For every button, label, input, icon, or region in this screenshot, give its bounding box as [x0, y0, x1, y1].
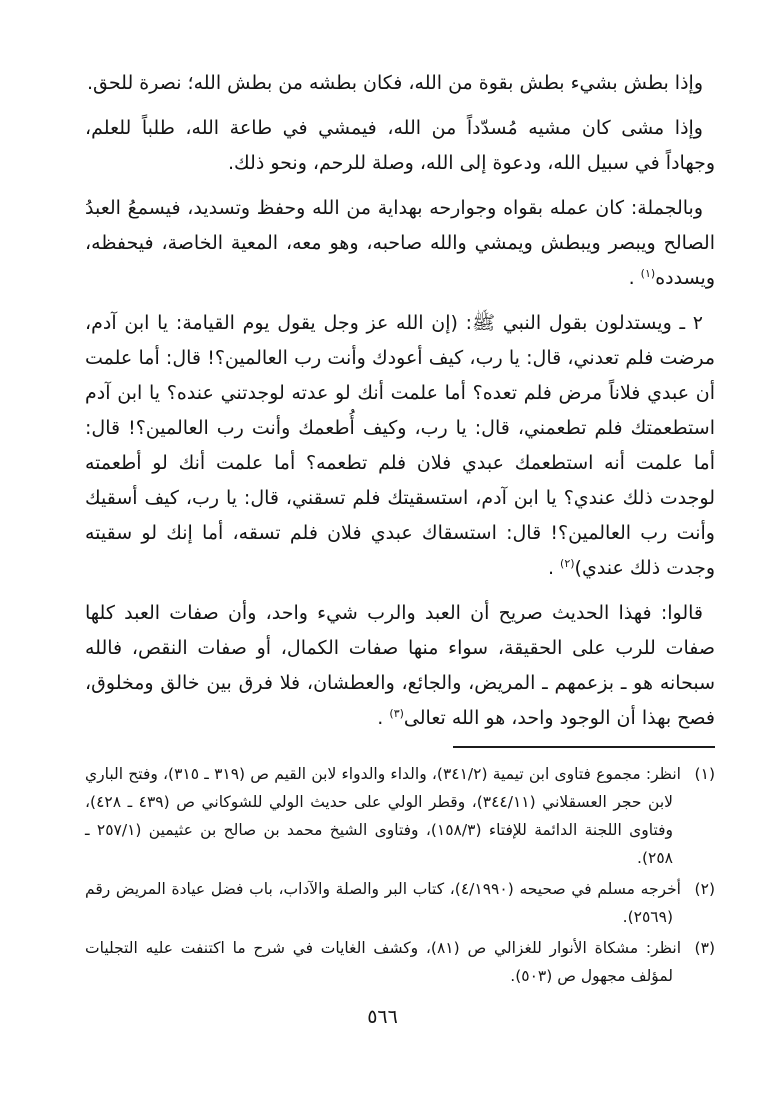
footnote-item [85, 875, 715, 931]
footnote-reference-marker: (٢) [560, 557, 575, 570]
body-paragraph [85, 306, 715, 586]
footnote-text: انظر: مجموع فتاوى ابن تيمية (٣٤١/٢)، والداء والدواء لابن القيم ص (٣١٩ ـ ٣١٥)، وفتح الباري لابن حجر العسقلاني (٣٤٤/١١)، وقطر الولي على حديث الولي للشوكاني ص (٤٣٩ ـ ٤٢٨)، وفتاوى اللجنة الدائمة للإفتاء (١٥٨/٣)، وفتاوى الشيخ محمد بن صالح بن عثيمين (٢٥٧/١ ـ ٢٥٨). [85, 765, 681, 867]
footnote-separator [453, 746, 715, 748]
footnote-reference-marker: (١) [640, 267, 656, 280]
footnote-item [85, 760, 715, 872]
body-paragraph [85, 191, 715, 296]
body-paragraph [85, 111, 715, 181]
paragraph-text: وبالجملة: كان عمله بقواه وجوارحه بهداية من الله وحفظ وتسديد، فيسمعُ العبدُ الصالح ويبصر ويبطش ويمشي والله صاحبه، وهو معه، المعية الخاصة، فيحفظه، ويسدده [85, 197, 715, 289]
body-paragraph [85, 66, 715, 101]
footnote-text: أخرجه مسلم في صحيحه (٤/١٩٩٠)، كتاب البر والصلة والآداب، باب فضل عيادة المريض رقم (٢٥٦٩). [85, 880, 681, 926]
paragraph-text: . [628, 267, 641, 289]
footnotes-section [85, 760, 715, 990]
paragraph-text: قالوا: فهذا الحديث صريح أن العبد والرب شيء واحد، وأن صفات العبد كلها صفات للرب على الحقيقة، سواء منها صفات الكمال، أو صفات النقص، فالله سبحانه هو ـ بزعمهم ـ المريض، والجائع، والعطشان، فلا فرق بين خالق ومخلوق، فصح بهذا أن الوجود واحد، هو الله تعالى [85, 602, 715, 729]
footnote-item [85, 934, 715, 990]
paragraph-text: ٢ ـ ويستدلون بقول النبي ﷺ: (إن الله عز وجل يقول يوم القيامة: يا ابن آدم، مرضت فلم تعدني، قال: يا رب، كيف أعودك وأنت رب العالمين؟! قال: أما علمت أن عبدي فلاناً مرض فلم تعده؟ أما علمت أنك لو عدته لوجدتني عنده؟ يا ابن آدم استطعمتك فلم تطعمني، قال: يا رب، وكيف أُطعمك وأنت رب العالمين؟! قال: أما علمت أنه استطعمك عبدي فلان فلم تطعمه؟ أما علمت أنك لو أطعمته لوجدت ذلك عندي؟ يا ابن آدم، استسقيتك فلم تسقني، قال: يا رب، كيف أسقيك وأنت رب العالمين؟! قال: استسقاك عبدي فلان فلم تسقه، أما إنك لو سقيته وجدت ذلك عندي) [85, 312, 715, 579]
paragraph-text: وإذا بطش بشيء بطش بقوة من الله، فكان بطشه من بطش الله؛ نصرة للحق. [87, 72, 703, 94]
footnote-marker: (١) [694, 765, 715, 783]
page-number: ٥٦٦ [367, 1006, 398, 1028]
paragraph-text: . [547, 557, 561, 579]
paragraph-text: وإذا مشى كان مشيه مُسدّداً من الله، فيمشي في طاعة الله، طلباً للعلم، وجهاداً في سبيل الله، ودعوة إلى الله، وصلة للرحم، ونحو ذلك. [85, 117, 715, 174]
body-paragraph [85, 596, 715, 736]
footnote-reference-marker: (٣) [389, 707, 404, 720]
body-text [85, 66, 715, 736]
footnote-text: انظر: مشكاة الأنوار للغزالي ص (٨١)، وكشف الغايات في شرح ما اكتنفت عليه التجليات لمؤلف مجهول ص (٥٠٣). [85, 939, 681, 985]
footnote-marker: (٢) [694, 880, 715, 898]
footnote-marker: (٣) [694, 939, 715, 957]
paragraph-text: . [377, 707, 390, 729]
